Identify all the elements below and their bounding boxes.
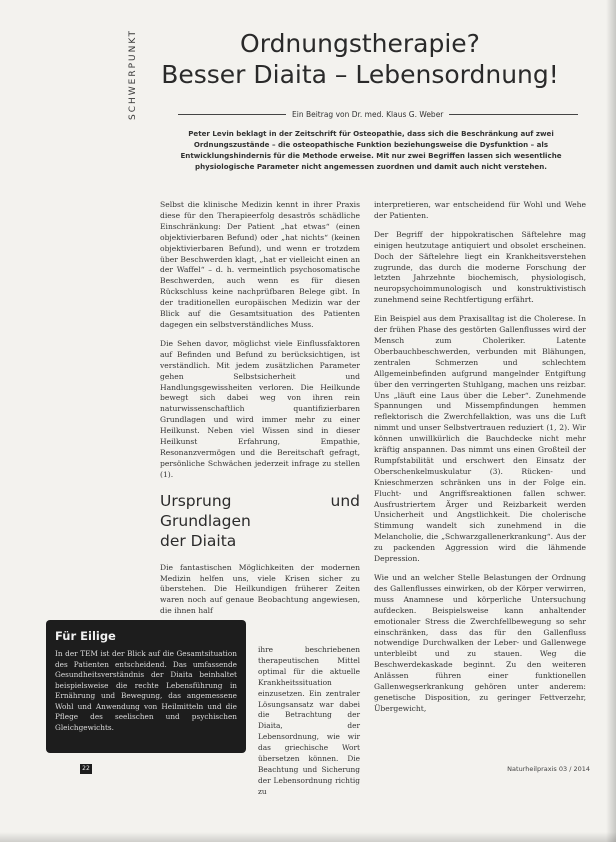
byline <box>178 110 578 119</box>
section-heading <box>160 491 360 551</box>
section-label: SCHWERPUNKT <box>128 28 138 120</box>
page-edge-shadow <box>606 0 616 842</box>
summary-box <box>46 620 246 753</box>
body-paragraph: Die Sehen davor, möglichst viele Einflussfaktoren auf Befinden und Befund zu berücksichtigen, ist verständlich. Mit jedem zusätzlichen Parameter gehen Selbstsicherheit und Handlungsgewissheiten verloren. Die Heilkunde bewegt sich dabei weg von ihren rein naturwissenschaftlich quantifizierbaren Grundlagen und wird immer mehr zu einer Heilkunst. Neben viel Wissen sind in dieser Heilkunst Erfahrung, Empathie, Resonanzvermögen und die Bereitschaft gefragt, persönliche Schwächen jederzeit infrage zu stellen (1). <box>160 338 360 479</box>
intro-paragraph: Peter Levin beklagt in der Zeitschrift für Osteopathie, dass sich die Beschränkung auf zwei Ordnungszustände – die osteopathische Funktion beziehungsweise die Dysfunktion – als Entwicklungshindernis für die Methode erweise. Mit nur zwei Begriffen lassen sich wesentliche physiologische Parameter nicht angemessen zuordnen und damit auch nicht verstehen. <box>180 129 562 172</box>
body-paragraph: Ein Beispiel aus dem Praxisalltag ist die Cholerese. In der frühen Phase des gestörten Gallenflusses wird der Mensch zum Choleriker. Latente Oberbauchbeschwerden, verbunden mit Blähungen, zentralen Schmerzen und schlechtem Allgemeinbefinden aufgrund mangelnder Entgiftung über den verringerten Stuhlgang, machen uns reizbar. Uns „läuft eine Laus über die Leber“. Zunehmende Spannungen und Missempfindungen hemmen reflektorisch die Zwerchfellaktion, was uns die Luft nimmt und unser Selbstvertrauen reduziert (1, 2). Wir können unwillkürlich die Bauchdecke nicht mehr kräftig anspannen. Das nimmt uns einen Großteil der Rumpfstabilität und erschwert den Einsatz der Oberschenkelmuskulatur (3). Rücken- und Knieschmerzen schränken uns in der Folge ein. Flucht- und Angriffsreaktionen fallen schwer. Ausfrustriertem Ärger und Reizbarkeit werden Unsicherheit und Angstlichkeit. Die cholerische Stimmung wandelt sich zunehmend in die Melancholie, die „Schwarzgallenerkrankung“. Aus der zu packenden Aggression wird die lähmende Depression. <box>374 314 586 564</box>
right-column <box>374 200 586 723</box>
byline-text: Ein Beitrag von Dr. med. Klaus G. Weber <box>292 110 444 119</box>
page-edge-shadow-bottom <box>0 832 616 842</box>
section-heading-line-1: Ursprung und Grundlagen <box>160 491 360 530</box>
body-paragraph: interpretieren, war entscheidend für Wohl und Wehe der Patienten. <box>374 200 586 220</box>
byline-rule-right <box>449 114 578 115</box>
body-paragraph: Selbst die klinische Medizin kennt in ihrer Praxis diese für den Therapieerfolg desaströs schädliche Einschränkung: Der Patient „hat etwas“ (einen objektivierbaren Befund) oder „hat nichts“ (keinen objektivierbaren Befund), und wenn er trotzdem über Beschwerden klagt, „hat er vielleicht einen an der Waffel“ – d. h. vermeintlich psychosomatische Beschwerden, auch wenn es für diesen Rückschluss keine nachprüfbaren Belege gibt. In der traditionellen europäischen Medizin war der Blick auf die Gesamtsituation des Patienten dagegen ein selbstverständliches Muss. <box>160 200 360 329</box>
byline-rule-left <box>178 114 286 115</box>
title-line-2: Besser Diaita – Lebensordnung! <box>161 60 559 89</box>
body-paragraph: Der Begriff der hippokratischen Säftelehre mag einigen heutzutage antiquiert und obsolet erscheinen. Doch der Säftelehre liegt ein Krankheitsverstehen zugrunde, das durch die moderne Forschung der letzten Jahrzehnte biochemisch, physiologisch, neuropsychoimmunologisch und konstruktivistisch zunehmend seine Rechtfertigung erfährt. <box>374 229 586 305</box>
body-paragraph: Wie und an welcher Stelle Belastungen der Ordnung des Gallenflusses einwirken, ob der Körper verwirren, muss Anamnese und körperliche Untersuchung aufdecken. Beispielsweise kann anhaltender emotionaler Stress die Zwerchfellbewegung so sehr einschränken, dass das für den Gallenfluss notwendige Durchwalken der Leber- und Gallenwege unterbleibt und zu stauen. Weg die Beschwerdekaskade beginnt. Zu den weiteren Anlässen führen einer funktionellen Gallenwegserkrankung gehören unter anderem: genetische Disposition, zu geringer Fettverzehr, Übergewicht, <box>374 573 586 713</box>
summary-box-text: In der TEM ist der Blick auf die Gesamtsituation des Patienten entscheidend. Das umfassende Gesundheitsverständnis der Diaita beinhaltet beispielsweise die rechte Lebensführung in Ernährung und Bewegung, das angemessene Wohl und Anwendung von Heilmitteln und die Pflege des seelischen und psychischen Gleichgewichts. <box>55 649 237 732</box>
page-number: 22 <box>80 764 92 774</box>
body-paragraph: Die fantastischen Möglichkeiten der modernen Medizin helfen uns, viele Krisen sicher zu überstehen. Die Heilkundigen früherer Zeiten waren noch auf genaue Beobachtung angewiesen, die ihnen half <box>160 562 360 616</box>
title-line-1: Ordnungstherapie? <box>240 29 480 58</box>
section-heading-line-2: der Diaita <box>160 531 237 550</box>
left-column <box>160 200 360 625</box>
left-column-narrow: ihre beschriebenen therapeutischen Mittel optimal für die aktuelle Krankheitssituation einzusetzen. Ein zentraler Lösungsansatz war dabei die Betrachtung der Diaita, der Lebensordnung, wie wir das griechische Wort übersetzen können. Die Beachtung und Sicherung der Lebensordnung richtig zu <box>258 645 360 796</box>
summary-box-heading: Für Eilige <box>55 629 116 643</box>
footer-publication: Naturheilpraxis 03 / 2014 <box>507 765 590 773</box>
article-title <box>150 28 570 90</box>
